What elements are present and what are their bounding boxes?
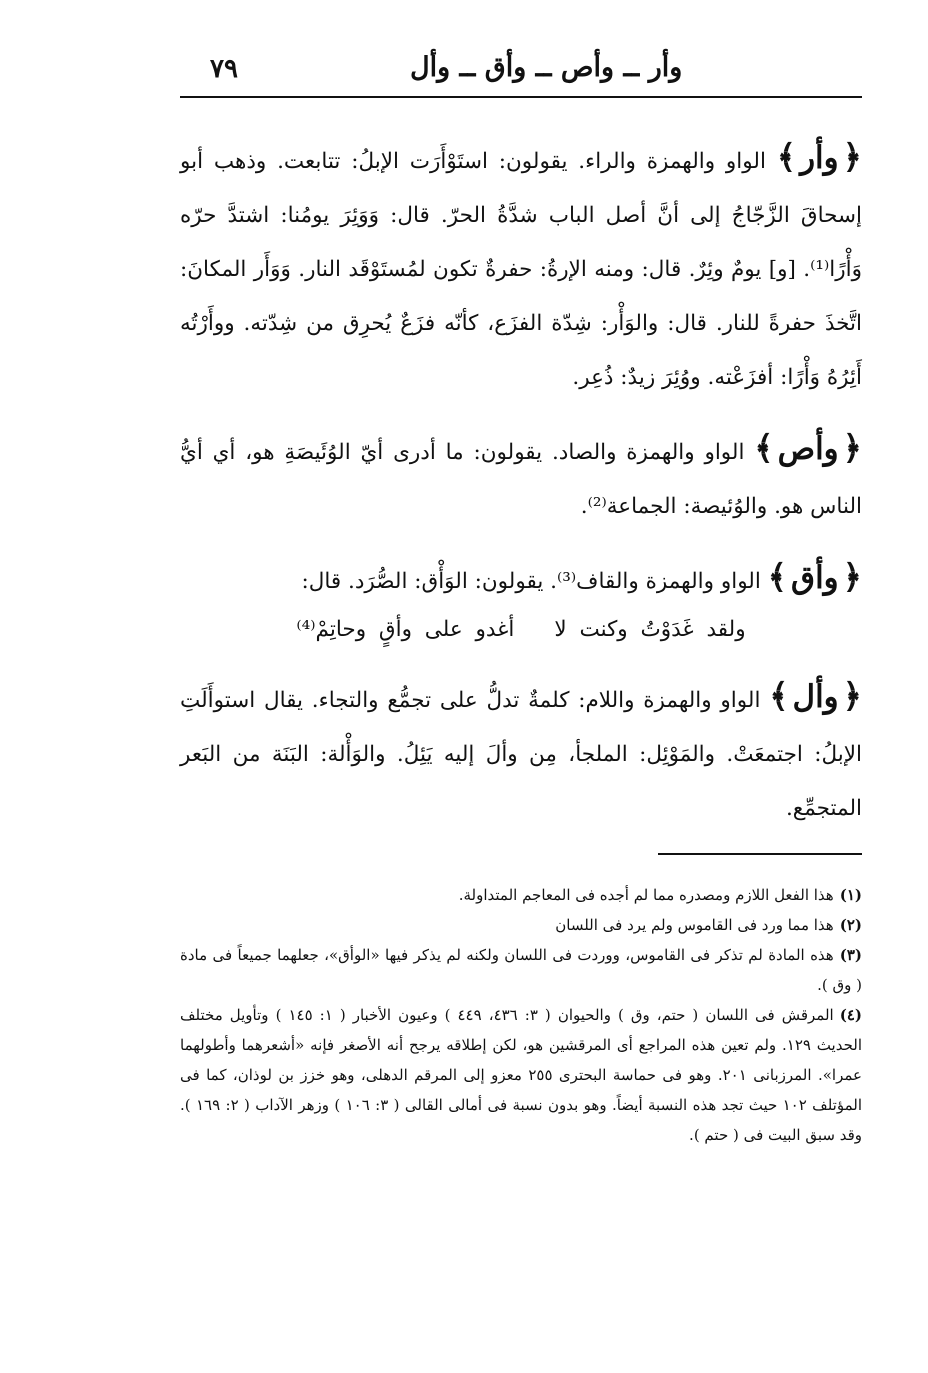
footnote-2 xyxy=(180,910,862,940)
entry-was-text: الواو والهمزة والصاد. يقولون: ما أدرى أيّ الوُئَيصَةِ هو، أي أيُّ الناس هو. والوُئيصة: الجماعة⁽²⁾. xyxy=(180,440,862,519)
headword-war: وأر xyxy=(800,140,839,176)
running-head xyxy=(180,52,860,92)
footnote-number: (٢) xyxy=(839,916,862,934)
header-rule xyxy=(180,96,862,98)
footnotes xyxy=(180,880,862,1150)
entry-was xyxy=(180,421,862,534)
entry-wal-text: الواو والهمزة واللام: كلمةٌ تدلُّ على تجمُّع والتجاء. يقال استوأَلَتِ الإبلُ: اجتمعَتْ. والمَوْئِل: الملجأ، مِن وألَ إليه يَئِلُ. والوَأْلة: البَنَة من البَعر المتجمِّع. xyxy=(180,688,862,821)
footnote-rule xyxy=(658,853,862,855)
footnote-text: هذا الفعل اللازم ومصدره مما لم أجده فى المعاجم المتداولة. xyxy=(458,886,834,904)
entry-war-text: الواو والهمزة والراء. يقولون: استَوْأَرَت الإبلُ: تتابعت. وذهب أبو إسحاقَ الزَّجّاجُ إلى أنَّ أصل الباب شدَّةُ الحرّ. قال: وَوَئِرَ يومُنا: اشتدَّ حرّه وَأْرًا⁽¹⁾. [و] يومٌ وئِرٌ. قال: ومنه الإرةُ: حفرةٌ تكون لمُستَوْقَد النار. وَوَأَر المكانَ: اتَّخذَ حفرةً للنار. قال: والوَأْر: شِدّة الفزَع، كأنّه فزَعٌ يُحرِق من شِدّته. ووأَرْتُه أَئِرُهُ وَأْرًا: أفزَعْته. ووُئِرَ زيدٌ: ذُعِر. xyxy=(180,149,862,390)
footnote-text: هذا مما ورد فى القاموس ولم يرد فى اللسان xyxy=(555,916,834,934)
verse-line xyxy=(180,603,862,657)
footnote-text: هذه المادة لم تذكر فى القاموس، ووردت فى اللسان ولكنه لم يذكر فيها «الوأق»، جعلهما جميعاً فى مادة ( وق ). xyxy=(180,946,862,994)
left-bracket: ﴿ xyxy=(842,137,862,176)
headword-waq: وأق xyxy=(791,560,839,596)
entry-waq-text: الواو والهمزة والقاف⁽³⁾. يقولون: الوَأْق: الصُّرَد. قال: xyxy=(301,569,761,594)
footnote-3 xyxy=(180,940,862,1000)
footnote-number: (٣) xyxy=(839,946,862,964)
left-bracket: ﴿ xyxy=(842,428,862,467)
right-bracket: ﴾ xyxy=(767,557,788,596)
footnote-4 xyxy=(180,1000,862,1150)
left-bracket: ﴿ xyxy=(842,676,862,715)
entry-war xyxy=(180,130,862,405)
entries-body xyxy=(180,130,862,852)
footnote-text: المرقش فى اللسان ( حتم، وق ) والحيوان ( ٣: ٤٣٦، ٤٤٩ ) وعيون الأخبار ( ١: ١٤٥ ) وتأويل مختلف الحديث ١٢٩. ولم تعين هذه المراجع أى المرقشين هو، لكن إطلاقه يرجح أنه الأصغر فإنه «أشعرهما وأطولهما عمرا». المرزبانى ٢٠١. وهو فى حماسة البحترى ٢٥٥ معزو إلى المرقم الدهلى، وهو خزز بن لوذان، كما فى المؤتلف ١٠٢ حيث تجد هذه النسبة أيضاً. وهو بدون نسبة فى أمالى القالى ( ٣: ١٠٦ ) وزهر الآداب ( ٢: ١٦٩ ). وقد سبق البيت فى ( حتم ). xyxy=(180,1006,863,1144)
left-bracket: ﴿ xyxy=(842,557,862,596)
entry-wal xyxy=(180,669,862,836)
headword-wal: وأل xyxy=(792,679,839,715)
right-bracket: ﴾ xyxy=(776,137,797,176)
right-bracket: ﴾ xyxy=(769,676,789,715)
running-title: وأر ــ وأص ــ وأق ــ وأل xyxy=(410,52,683,83)
footnote-1 xyxy=(180,880,862,910)
footnote-number: (١) xyxy=(839,886,862,904)
footnote-number: (٤) xyxy=(839,1006,862,1024)
right-bracket: ﴾ xyxy=(754,428,774,467)
headword-was: وأص xyxy=(777,431,839,467)
entry-waq xyxy=(180,550,862,609)
page-number: ٧٩ xyxy=(210,54,238,84)
verse-second-hemistich: أغدو على وأقٍ وحاتِمْ⁽⁴⁾ xyxy=(296,617,515,642)
verse-first-hemistich: ولقد غَدَوْتُ وكنت لا xyxy=(554,617,746,642)
